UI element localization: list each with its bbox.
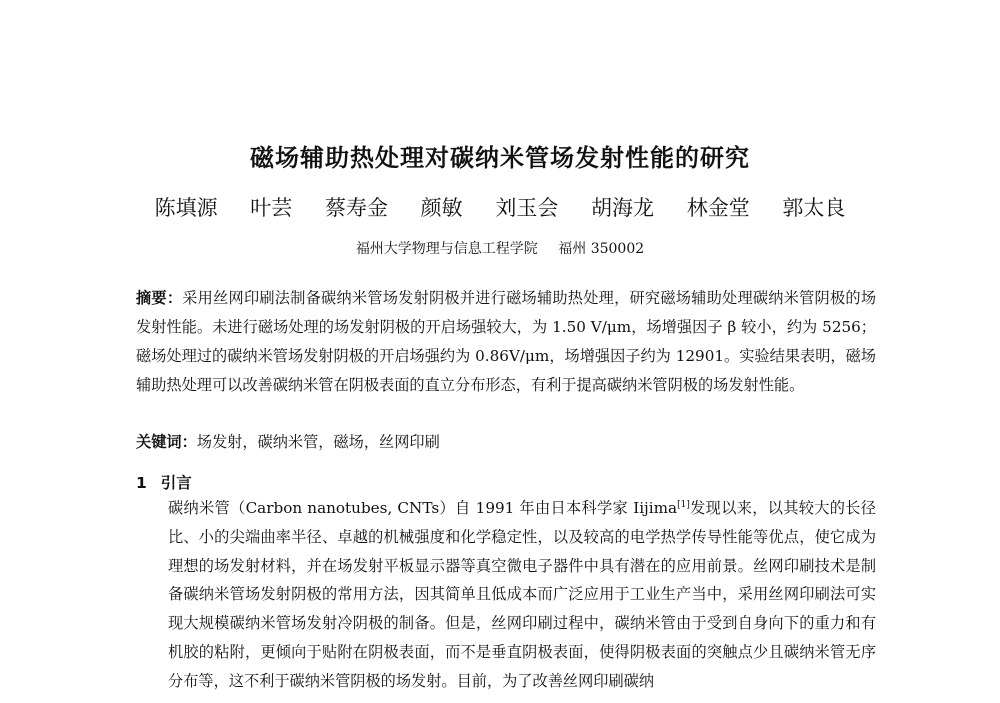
- section-heading: [136, 470, 876, 496]
- paper-title: 磁场辅助热处理对碳纳米管场发射性能的研究: [250, 144, 750, 172]
- author-name: 刘玉会: [495, 196, 559, 220]
- affiliation-postcode: 福州 350002: [558, 241, 645, 257]
- author-list: [0, 192, 1000, 222]
- abstract-label: 摘要：: [136, 289, 183, 307]
- intro-text-after-ref: 发现以来，以其较大的长径比、小的尖端曲率半径、卓越的机械强度和化学稳定性，以及较高的电学热学传导性能等优点，使它成为理想的场发射材料，并在场发射平板显示器等真空微电子器件中具有潜在的应用前景。丝网印刷技术是制备碳纳米管场发射阴极的常用方法，因其简单且低成本而广泛应用于工业生产当中，采用丝网印刷法可实现大规模碳纳米管场发射冷阴极的制备。但是，丝网印刷过程中，碳纳米管由于受到自身向下的重力和有机胶的粘附，更倾向于贴附在阴极表面，而不是垂直阴极表面，使得阴极表面的突触点少且碳纳米管无序分布等，这不利于碳纳米管阴极的场发射。目前，为了改善丝网印刷碳纳: [168, 499, 876, 690]
- intro-text: [136, 494, 876, 696]
- affiliation-institution: 福州大学物理与信息工程学院: [355, 241, 538, 257]
- keywords-text: 场发射，碳纳米管，磁场，丝网印刷: [196, 433, 440, 451]
- author-name: 陈填源: [154, 196, 218, 220]
- intro-paragraph: [136, 494, 876, 696]
- section-title: 引言: [160, 474, 192, 492]
- citation-ref: [1]: [677, 499, 690, 510]
- section-number: 1: [136, 474, 147, 492]
- keywords-label: 关键词：: [136, 433, 197, 451]
- intro-text-before-ref: 碳纳米管（Carbon nanotubes, CNTs）自 1991 年由日本科学家 Iijima: [168, 499, 678, 517]
- affiliation: [0, 238, 1000, 258]
- author-name: 胡海龙: [591, 196, 655, 220]
- author-name: 颜敏: [420, 196, 463, 220]
- author-name: 林金堂: [686, 196, 750, 220]
- abstract: [136, 284, 876, 400]
- author-name: 郭太良: [782, 196, 846, 220]
- author-name: 叶芸: [250, 196, 293, 220]
- abstract-text: 采用丝网印刷法制备碳纳米管场发射阴极并进行磁场辅助热处理，研究磁场辅助处理碳纳米管阴极的场发射性能。未进行磁场处理的场发射阴极的开启场强较大，为 1.50 V/μm，场增强因子 β 较小，约为 5256；磁场处理过的碳纳米管场发射阴极的开启场强约为 0.86V/μm，场增强因子约为 12901。实验结果表明，磁场辅助热处理可以改善碳纳米管在阴极表面的直立分布形态，有利于提高碳纳米管阴极的场发射性能。: [136, 289, 877, 394]
- keywords: [136, 428, 876, 457]
- author-name: 蔡寿金: [324, 196, 388, 220]
